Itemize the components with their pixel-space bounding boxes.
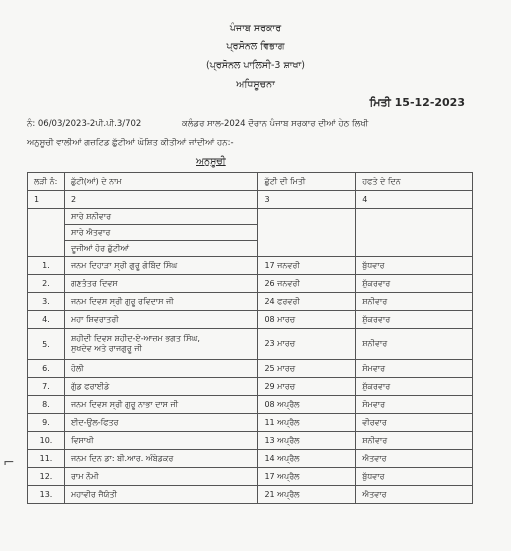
row-date: 26 ਜਨਵਰੀ	[258, 275, 356, 293]
row-date: 14 ਅਪ੍ਰੈਲ	[258, 450, 356, 468]
table-row	[28, 311, 473, 329]
row-serial: 3.	[28, 293, 65, 311]
row-serial: 13.	[28, 486, 65, 504]
row-weekday: ਵੀਰਵਾਰ	[356, 414, 473, 432]
col-number: 4	[356, 191, 473, 209]
row-holiday-name: ਵਿਸਾਖੀ	[64, 432, 258, 450]
row-holiday-name: ਈਦ-ਉਲ-ਫਿਤਰ	[64, 414, 258, 432]
margin-mark: ⌐	[3, 455, 15, 471]
table-row	[28, 414, 473, 432]
row-date: 29 ਮਾਰਚ	[258, 378, 356, 396]
table-row	[28, 486, 473, 504]
row-holiday-name-line: ਸੁਖਦੇਵ ਅਤੇ ਰਾਜਗੁਰੂ ਜੀ	[70, 344, 142, 353]
row-serial: 11.	[28, 450, 65, 468]
row-date: 24 ਫਰਵਰੀ	[258, 293, 356, 311]
table-row	[28, 378, 473, 396]
row-holiday-name: ਗਣਤੰਤਰ ਦਿਵਸ	[64, 275, 258, 293]
row-holiday-name-line: ਸ਼ਹੀਦੀ ਦਿਵਸ ਸ਼ਹੀਦ-ਏ-ਆਜ਼ਮ ਭਗਤ ਸਿੰਘ,	[70, 334, 200, 343]
column-number-row	[28, 191, 473, 209]
row-date: 08 ਮਾਰਚ	[258, 311, 356, 329]
table-row	[28, 257, 473, 275]
row-date: 17 ਅਪ੍ਰੈਲ	[258, 468, 356, 486]
header-branch: (ਪ੍ਰਸੋਨਲ ਪਾਲਿਸੀ-3 ਸ਼ਾਖਾ)	[206, 60, 305, 71]
table-row	[28, 275, 473, 293]
row-weekday: ਐਤਵਾਰ	[356, 486, 473, 504]
header-govt: ਪੰਜਾਬ ਸਰਕਾਰ	[229, 23, 282, 34]
table-row	[28, 432, 473, 450]
row-date: 23 ਮਾਰਚ	[258, 329, 356, 360]
row-date: 08 ਅਪ੍ਰੈਲ	[258, 396, 356, 414]
row-holiday-name: ਗੁੱਡ ਫਰਾਈਡੇ	[64, 378, 258, 396]
row-serial: 4.	[28, 311, 65, 329]
row-holiday-name: ਮਹਾਵੀਰ ਜੈਯੰਤੀ	[64, 486, 258, 504]
row-weekday: ਸ਼ੁੱਕਰਵਾਰ	[356, 378, 473, 396]
row-serial: 9.	[28, 414, 65, 432]
table-row	[28, 468, 473, 486]
notice-date: ਮਿਤੀ 15-12-2023	[369, 96, 465, 109]
header-weekday: ਹਫਤੇ ਦੇ ਦਿਨ	[356, 173, 473, 191]
notice-number: ਨੰ: 06/03/2023-2ਪੀ.ਪੀ.3/702	[27, 119, 142, 129]
holiday-table	[27, 172, 473, 504]
row-weekday: ਸ਼ੁੱਕਰਵਾਰ	[356, 311, 473, 329]
row-holiday-name: ਮਹਾ ਸ਼ਿਵਰਾਤਰੀ	[64, 311, 258, 329]
preamble-sundays: ਸਾਰੇ ਐਤਵਾਰ	[64, 225, 258, 241]
notice-text-line2: ਅਨੁਸੂਚੀ ਵਾਲੀਆਂ ਗਜ਼ਟਿਡ ਛੁੱਟੀਆਂ ਘੋਸ਼ਿਤ ਕੀਤੀਆਂ ਜਾਂਦੀਆਂ ਹਨ:-	[27, 138, 234, 148]
col-number: 1	[28, 191, 65, 209]
row-weekday: ਐਤਵਾਰ	[356, 450, 473, 468]
row-date: 13 ਅਪ੍ਰੈਲ	[258, 432, 356, 450]
row-weekday: ਸ਼ੁੱਕਰਵਾਰ	[356, 275, 473, 293]
row-weekday: ਸ਼ਨੀਵਾਰ	[356, 329, 473, 360]
holiday-rows	[28, 257, 473, 504]
row-holiday-name: ਜਨਮ ਦਿਹਾੜਾ ਸ੍ਰੀ ਗੁਰੂ ਗੋਬਿੰਦ ਸਿੰਘ	[64, 257, 258, 275]
preamble-row	[28, 209, 473, 225]
row-date: 17 ਜਨਵਰੀ	[258, 257, 356, 275]
row-serial: 6.	[28, 360, 65, 378]
col-number: 2	[64, 191, 258, 209]
row-serial: 5.	[28, 329, 65, 360]
header-department: ਪ੍ਰਸੋਨਲ ਵਿਭਾਗ	[226, 41, 285, 52]
table-row	[28, 329, 473, 360]
row-weekday: ਸ਼ਨੀਵਾਰ	[356, 293, 473, 311]
table-header-row	[28, 173, 473, 191]
row-date: 21 ਅਪ੍ਰੈਲ	[258, 486, 356, 504]
row-holiday-name: ਰਾਮ ਨੌਮੀ	[64, 468, 258, 486]
row-serial: 1.	[28, 257, 65, 275]
row-holiday-name: ਜਨਮ ਦਿਵਸ ਸ੍ਰੀ ਗੁਰੂ ਰਵਿਦਾਸ ਜੀ	[64, 293, 258, 311]
row-serial: 8.	[28, 396, 65, 414]
row-holiday-name: ਹੋਲੀ	[64, 360, 258, 378]
row-weekday: ਸੋਮਵਾਰ	[356, 360, 473, 378]
col-number: 3	[258, 191, 356, 209]
header-notification: ਅਧਿਸੂਚਨਾ	[236, 79, 275, 90]
table-row	[28, 396, 473, 414]
row-date: 11 ਅਪ੍ਰੈਲ	[258, 414, 356, 432]
header-date: ਛੁੱਟੀ ਦੀ ਮਿਤੀ	[258, 173, 356, 191]
preamble-other-holidays: ਦੂਜੀਆਂ ਹੋਰ ਛੁੱਟੀਆਂ	[64, 241, 258, 257]
row-weekday: ਸੋਮਵਾਰ	[356, 396, 473, 414]
row-serial: 10.	[28, 432, 65, 450]
row-weekday: ਸ਼ਨੀਵਾਰ	[356, 432, 473, 450]
table-row	[28, 360, 473, 378]
row-holiday-name: ਜਨਮ ਦਿਵਸ ਸ੍ਰੀ ਗੁਰੂ ਨਾਭਾ ਦਾਸ ਜੀ	[64, 396, 258, 414]
row-weekday: ਬੁੱਧਵਾਰ	[356, 257, 473, 275]
table-row	[28, 450, 473, 468]
row-serial: 2.	[28, 275, 65, 293]
row-holiday-name	[64, 329, 258, 360]
row-weekday: ਬੁੱਧਵਾਰ	[356, 468, 473, 486]
row-holiday-name: ਜਨਮ ਦਿਨ ਡਾ: ਬੀ.ਆਰ. ਅੰਬੇਡਕਰ	[64, 450, 258, 468]
notice-text-line1: ਕਲੰਡਰ ਸਾਲ-2024 ਦੌਰਾਨ ਪੰਜਾਬ ਸਰਕਾਰ ਦੀਆਂ ਹੇਠ ਲਿਖੀ	[182, 119, 369, 129]
header-serial: ਲੜੀ ਨੰ:	[28, 173, 65, 191]
table-row	[28, 293, 473, 311]
row-date: 25 ਮਾਰਚ	[258, 360, 356, 378]
row-serial: 12.	[28, 468, 65, 486]
row-serial: 7.	[28, 378, 65, 396]
preamble-saturdays: ਸਾਰੇ ਸ਼ਨੀਵਾਰ	[64, 209, 258, 225]
annex-title: ਅਨੁਸੂਚੀ	[196, 156, 226, 167]
header-holiday-name: ਛੁੱਟੀ(ਆਂ) ਦੇ ਨਾਮ	[64, 173, 258, 191]
